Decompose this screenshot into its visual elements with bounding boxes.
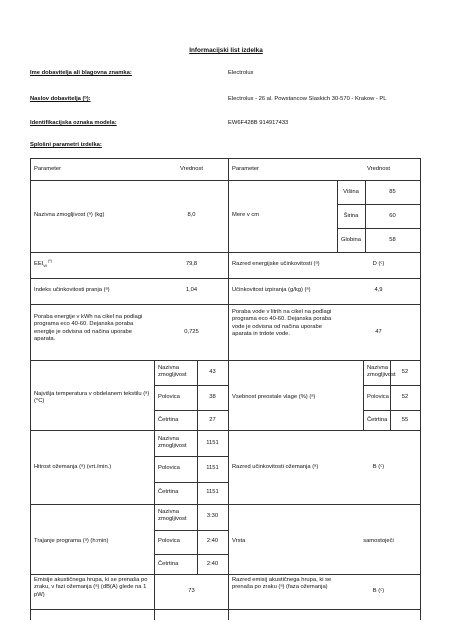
capacity-label: Nazivna zmogljivost (ᵃ) (kg) <box>34 212 105 218</box>
temperature-label: Najvišja temperatura v obdelanem tekstilu (ᵃ) (°C) <box>34 391 150 405</box>
dur-sub-rated: Nazivna zmogljivost <box>158 509 187 523</box>
spin-class-label: Razred učinkovitosti ožemanja (ᵃ) <box>232 464 319 470</box>
depth-value: 58 <box>389 237 396 243</box>
spin-speed-label: Hitrost ožemanja (ᵃ) (vrt./min.) <box>34 464 112 470</box>
temp-sub-half: Polovica <box>158 394 180 400</box>
dur-half-value: 2:40 <box>206 538 219 544</box>
moist-half-value: 52 <box>401 394 409 400</box>
address-value: Electrolux - 26 al. Powstancow Slaskich 30-570 - Krakow - PL <box>228 96 387 102</box>
rinse-label: Učinkovitost izpiranja (g/kg) (ᵃ) <box>232 287 311 293</box>
type-value: samostoječi <box>363 538 394 544</box>
col-parameter-2: Parameter <box>232 166 260 172</box>
noise-class-label: Razred emisij akustičnega hrupa, ki se prenaša po zraku (ᵃ) (faza ožemanja) <box>232 577 332 591</box>
col-parameter: Parameter <box>34 166 62 172</box>
moist-quarter-value: 55 <box>401 417 409 423</box>
spin-sub-half: Polovica <box>158 465 180 471</box>
col-value-2: Vrednost <box>367 166 390 172</box>
temp-sub-quarter: Četrtina <box>158 417 179 423</box>
spin-rated-value: 1151 <box>206 440 219 446</box>
spin-sub-quarter: Četrtina <box>158 489 179 495</box>
noise-class-value: B (ᶜ) <box>372 588 385 594</box>
temp-quarter-value: 27 <box>209 417 216 423</box>
eei-label: $EEI_W$ $^{(ᵃ)}$ <box>34 259 52 269</box>
page-title: Informacijski list izdelka <box>189 47 263 54</box>
energy-consumption-value: 0,725 <box>184 329 199 335</box>
model-value: EW6F428B 914917433 <box>228 120 289 126</box>
energy-class-value: D (ᶜ) <box>372 261 385 267</box>
moist-sub-quarter: Četrtina <box>367 417 388 423</box>
spin-class-value: B (ᶜ) <box>372 464 385 470</box>
spin-quarter-value: 1151 <box>206 489 219 495</box>
dur-sub-quarter: Četrtina <box>158 561 179 567</box>
moist-rated-value: 52 <box>401 369 409 375</box>
noise-label: Emisije akustičnega hrupa, ki se prenaša po zraku, v fazi ožemanja (ᵃ) (dB(A) glede na 1 pW) <box>34 577 148 598</box>
address-label: Naslov dobavitelja (ᵇ): <box>30 96 91 102</box>
duration-label: Trajanje programa (ᵃ) (h:min) <box>34 538 109 544</box>
water-consumption-value: 47 <box>375 329 382 335</box>
wash-index-label: Indeks učinkovitosti pranja (ᵃ) <box>34 287 110 293</box>
depth-label: Globina <box>341 237 361 243</box>
type-label: Vrsta <box>232 538 246 544</box>
dur-sub-half: Polovica <box>158 538 180 544</box>
width-label: Širina <box>343 213 359 219</box>
model-label: Identifikacijska oznaka modela: <box>30 120 117 126</box>
dur-rated-value: 3:30 <box>206 513 219 519</box>
width-value: 60 <box>389 213 396 219</box>
temp-rated-value: 43 <box>209 369 216 375</box>
wash-index-value: 1,04 <box>185 287 198 293</box>
supplier-value: Electrolux <box>228 70 254 76</box>
water-consumption-label: Poraba vode v litrih na cikel na podlagi programa eco 40-60. Dejanska poraba vode je odvisna od načina uporabe aparata in trdote vode. <box>232 309 332 338</box>
noise-value: 73 <box>188 588 195 594</box>
moist-sub-rated: Nazivna zmogljivost <box>367 365 396 379</box>
energy-consumption-label: Poraba energije v kWh na cikel na podlagi programa eco 40-60. Dejanska poraba energije je odvisna od načina uporabe aparata. <box>34 314 143 343</box>
energy-class-label: Razred energijske učinkovitosti (ᵃ) <box>232 261 320 267</box>
spin-sub-rated: Nazivna zmogljivost <box>158 436 187 450</box>
moist-sub-half: Polovica <box>367 394 389 400</box>
eei-value: 79,8 <box>185 261 198 267</box>
dims-label: Mere v cm <box>232 212 260 218</box>
height-label: Višina <box>343 189 359 195</box>
spin-half-value: 1151 <box>206 465 219 471</box>
height-value: 85 <box>389 189 396 195</box>
dur-quarter-value: 2:40 <box>206 561 219 567</box>
temp-half-value: 38 <box>209 394 216 400</box>
temp-sub-rated: Nazivna zmogljivost <box>158 365 187 379</box>
general-params-label: Splošni parametri izdelka: <box>30 142 102 148</box>
capacity-value: 8,0 <box>187 212 196 218</box>
rinse-value: 4,9 <box>374 287 383 293</box>
col-value: Vrednost <box>180 166 203 172</box>
supplier-label: Ime dobavitelja ali blagovna znamka: <box>30 70 132 76</box>
moisture-label: Vsebnost preostale vlage (%) (ᵃ) <box>232 394 316 400</box>
